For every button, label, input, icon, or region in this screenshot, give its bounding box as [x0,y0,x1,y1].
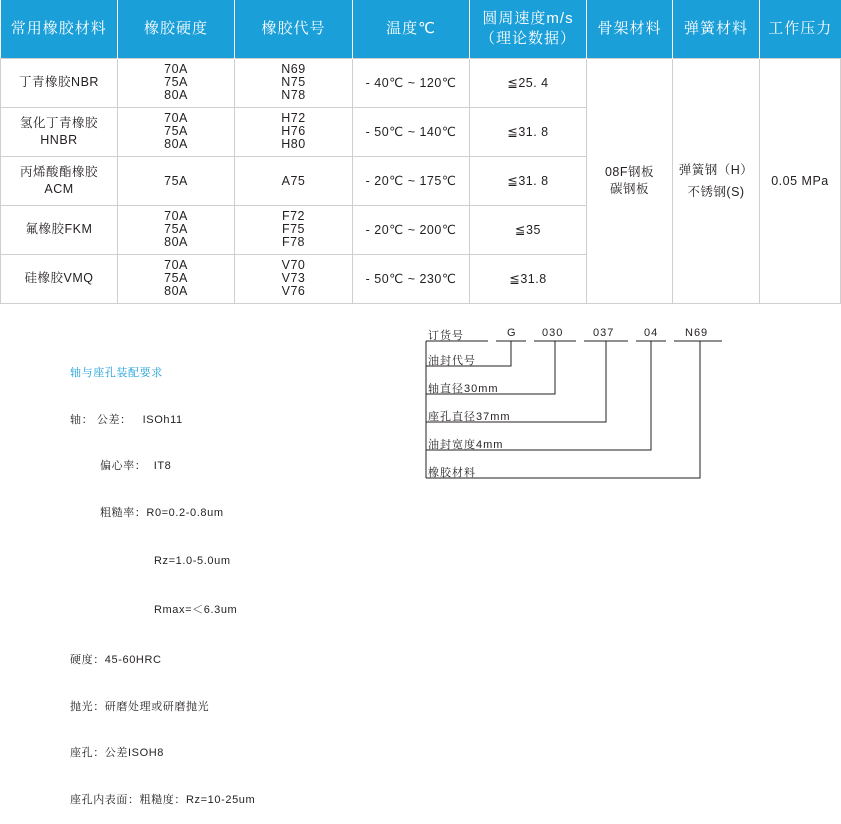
temperature-cell: - 50℃ ~ 230℃ [353,254,470,303]
legend-rubber: 橡胶材料 [428,467,476,479]
header-code: 橡胶代号 [235,0,353,58]
shaft-tolerance: 公差： ISOh11 [96,413,183,426]
material-name: 硅橡胶VMQ [24,271,94,285]
skeleton-material: 08F钢板 [604,164,655,179]
shaft-hardness: 硬度：45-60HRC [70,654,162,666]
rubber-code: N69 [281,62,306,76]
order-code-width: 04 [644,327,659,339]
temperature-cell: - 20℃ ~ 175℃ [353,156,470,205]
legend-seal-code: 油封代号 [428,355,476,367]
hardness-value: 75A [164,75,188,89]
rubber-code: N78 [281,88,306,102]
rubber-code: N75 [281,75,306,89]
hardness-value: 80A [164,137,188,151]
legend-shaft-diameter: 轴直径30mm [428,383,499,395]
hardness-value: 70A [164,62,188,76]
rubber-code: H80 [281,137,306,151]
pressure-cell: 0.05 MPa [760,58,841,303]
shaft-roughness-r0: 粗糙率：R0=0.2-0.8um [100,506,224,519]
hardness-value: 70A [164,209,188,223]
notes-title: 轴与座孔装配要求 [70,367,163,379]
hardness-value: 70A [164,111,188,125]
rubber-code: F78 [281,235,306,249]
skeleton-material: 碳钢板 [609,181,649,196]
header-temperature: 温度℃ [353,0,470,58]
order-code-seal: G [507,327,517,339]
header-pressure: 工作压力 [760,0,841,58]
order-code-shaft: 030 [542,327,564,339]
bore-surface-roughness: 座孔内表面：粗糙度：Rz=10-25um [70,793,256,806]
bore-tolerance: 座孔：公差ISOH8 [70,747,165,759]
temperature-cell: - 20℃ ~ 200℃ [353,205,470,254]
shaft-label: 轴： [70,413,94,426]
legend-seal-width: 油封宽度4mm [428,439,504,451]
rubber-code: H76 [281,124,306,138]
material-name: 丙烯酸酯橡胶 [19,164,98,179]
header-hardness: 橡胶硬度 [118,0,235,58]
header-speed: 圆周速度m/s （理论数据） [470,0,587,58]
speed-cell: ≦25. 4 [470,58,587,107]
temperature-cell: - 40℃ ~ 120℃ [353,58,470,107]
speed-cell: ≦31. 8 [470,156,587,205]
order-label: 订货号 [428,330,464,342]
hardness-value: 80A [164,235,188,249]
shaft-eccentricity: 偏心率： IT8 [100,460,172,472]
rubber-code: V73 [281,271,306,285]
hardness-value: 75A [164,271,188,285]
shaft-roughness-rmax: Rmax=＜6.3um [154,603,238,616]
legend-bore-diameter: 座孔直径37mm [428,411,511,423]
hardness-value: 70A [164,258,188,272]
rubber-code: V76 [281,284,306,298]
rubber-code: V70 [281,258,306,272]
hardness-value: 75A [164,124,188,138]
material-name: 丁青橡胶NBR [19,75,99,89]
material-code: HNBR [40,132,78,147]
spring-material: 不锈钢(S) [687,184,745,199]
order-code-bore: 037 [593,327,615,339]
order-code-rubber: N69 [685,327,709,339]
spring-material: 弹簧钢（H） [678,162,754,177]
hardness-value: 80A [164,284,188,298]
polish-note: 抛光：研磨处理或研磨抛光 [70,700,210,713]
hardness-value: 80A [164,88,188,102]
material-name: 氟橡胶FKM [25,222,93,236]
material-code: ACM [44,181,74,196]
rubber-code: H72 [281,111,306,125]
speed-cell: ≦31.8 [470,254,587,303]
rubber-code: F75 [281,222,306,236]
header-material: 常用橡胶材料 [1,0,118,58]
shaft-roughness-rz: Rz=1.0-5.0um [154,555,231,567]
rubber-code: F72 [281,209,306,223]
material-name: 氢化丁青橡胶 [19,115,98,130]
rubber-code: A75 [281,173,306,188]
hardness-value: 75A [164,222,188,236]
speed-cell: ≦31. 8 [470,107,587,156]
header-skeleton: 骨架材料 [587,0,673,58]
header-spring: 弹簧材料 [673,0,760,58]
speed-cell: ≦35 [470,205,587,254]
hardness-value: 75A [164,173,188,188]
temperature-cell: - 50℃ ~ 140℃ [353,107,470,156]
